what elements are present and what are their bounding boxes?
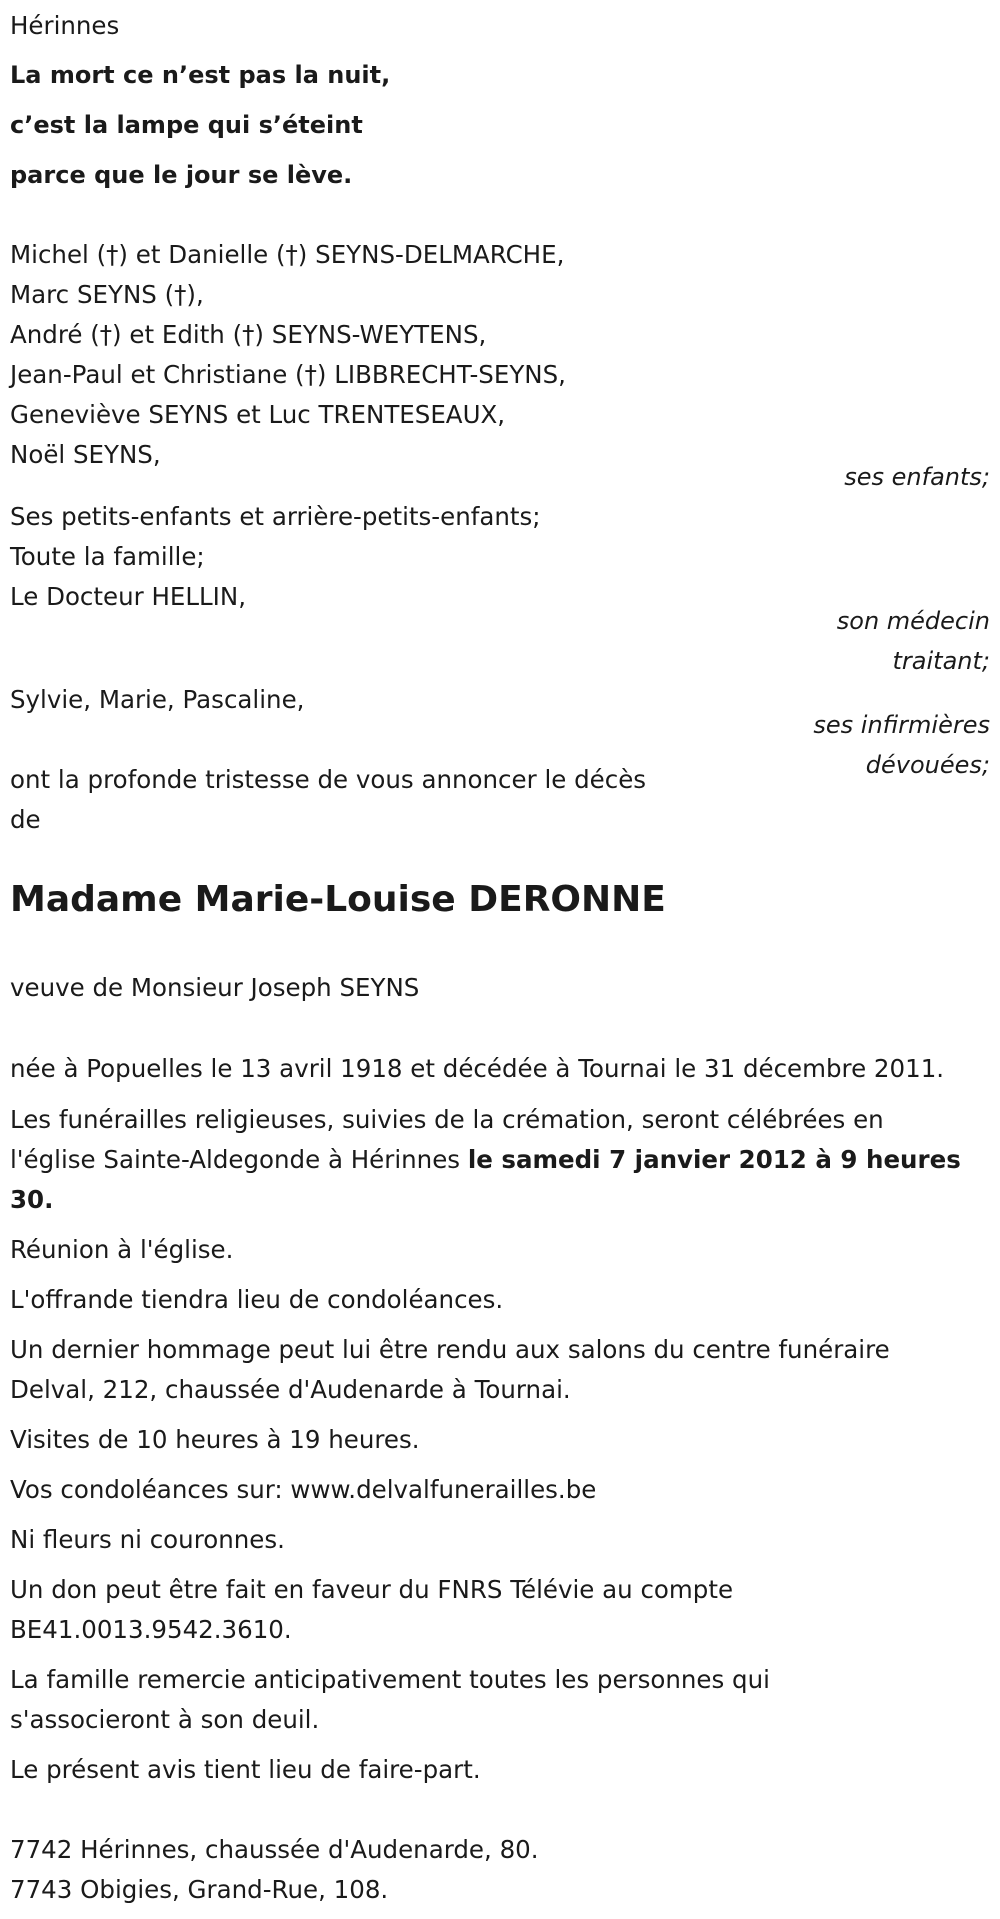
- quote-line-2: c’est la lampe qui s’éteint: [10, 111, 363, 139]
- address-line: 7742 Hérinnes, chaussée d'Audenarde, 80.: [10, 1835, 539, 1864]
- spouse-line: veuve de Monsieur Joseph SEYNS: [10, 973, 420, 1002]
- family-line: André (†) et Edith (†) SEYNS-WEYTENS,: [10, 320, 487, 349]
- nurses-line: Sylvie, Marie, Pascaline,: [10, 685, 305, 714]
- funeral-line-1: Les funérailles religieuses, suivies de la crémation, seront célébrées en: [10, 1105, 884, 1134]
- donation-line-2: BE41.0013.9542.3610.: [10, 1615, 292, 1644]
- birth-death-line: née à Popuelles le 13 avril 1918 et décédée à Tournai le 31 décembre 2011.: [10, 1054, 945, 1083]
- town-name: Hérinnes: [10, 11, 120, 40]
- funeral-time-end: 30.: [10, 1185, 54, 1214]
- condolences-line: Vos condoléances sur: www.delvalfunerailles.be: [10, 1475, 597, 1504]
- children-role: ses enfants;: [844, 463, 990, 491]
- visits-line: Visites de 10 heures à 19 heures.: [10, 1425, 420, 1454]
- notice-line: Le présent avis tient lieu de faire-part.: [10, 1755, 481, 1784]
- thanks-line-2: s'associeront à son deuil.: [10, 1705, 320, 1734]
- family-line: Michel (†) et Danielle (†) SEYNS-DELMARCHE,: [10, 240, 565, 269]
- funeral-line-2: [10, 1140, 961, 1180]
- family-line: Marc SEYNS (†),: [10, 280, 204, 309]
- quote-line-3: parce que le jour se lève.: [10, 161, 353, 189]
- homage-line-1: Un dernier hommage peut lui être rendu aux salons du centre funéraire: [10, 1335, 890, 1364]
- flowers-line: Ni fleurs ni couronnes.: [10, 1525, 285, 1554]
- family-line: Ses petits-enfants et arrière-petits-enfants;: [10, 502, 541, 531]
- thanks-line-1: La famille remercie anticipativement toutes les personnes qui: [10, 1665, 770, 1694]
- doctor-role-line-2: traitant;: [892, 647, 990, 675]
- offering-line: L'offrande tiendra lieu de condoléances.: [10, 1285, 504, 1314]
- family-line: Noël SEYNS,: [10, 440, 161, 469]
- deceased-name: Madame Marie-Louise DERONNE: [10, 879, 666, 920]
- family-line: Le Docteur HELLIN,: [10, 582, 247, 611]
- family-line: Geneviève SEYNS et Luc TRENTESEAUX,: [10, 400, 506, 429]
- homage-line-2: Delval, 212, chaussée d'Audenarde à Tournai.: [10, 1375, 571, 1404]
- family-line: Toute la famille;: [10, 542, 205, 571]
- nurses-role-line-1: ses infirmières: [813, 711, 990, 739]
- reunion-line: Réunion à l'église.: [10, 1235, 234, 1264]
- funeral-date: le samedi 7 janvier 2012 à 9 heures: [467, 1145, 961, 1174]
- announce-line-2: de: [10, 805, 41, 834]
- nurses-role-line-2: dévouées;: [865, 751, 990, 779]
- funeral-church: l'église Sainte-Aldegonde à Hérinnes: [10, 1145, 468, 1174]
- doctor-role-line-1: son médecin: [836, 607, 990, 635]
- family-line: Jean-Paul et Christiane (†) LIBBRECHT-SEYNS,: [10, 360, 566, 389]
- announce-line-1: ont la profonde tristesse de vous annoncer le décès: [10, 765, 647, 794]
- address-line: 7743 Obigies, Grand-Rue, 108.: [10, 1875, 389, 1904]
- donation-line-1: Un don peut être fait en faveur du FNRS Télévie au compte: [10, 1575, 734, 1604]
- quote-line-1: La mort ce n’est pas la nuit,: [10, 61, 391, 89]
